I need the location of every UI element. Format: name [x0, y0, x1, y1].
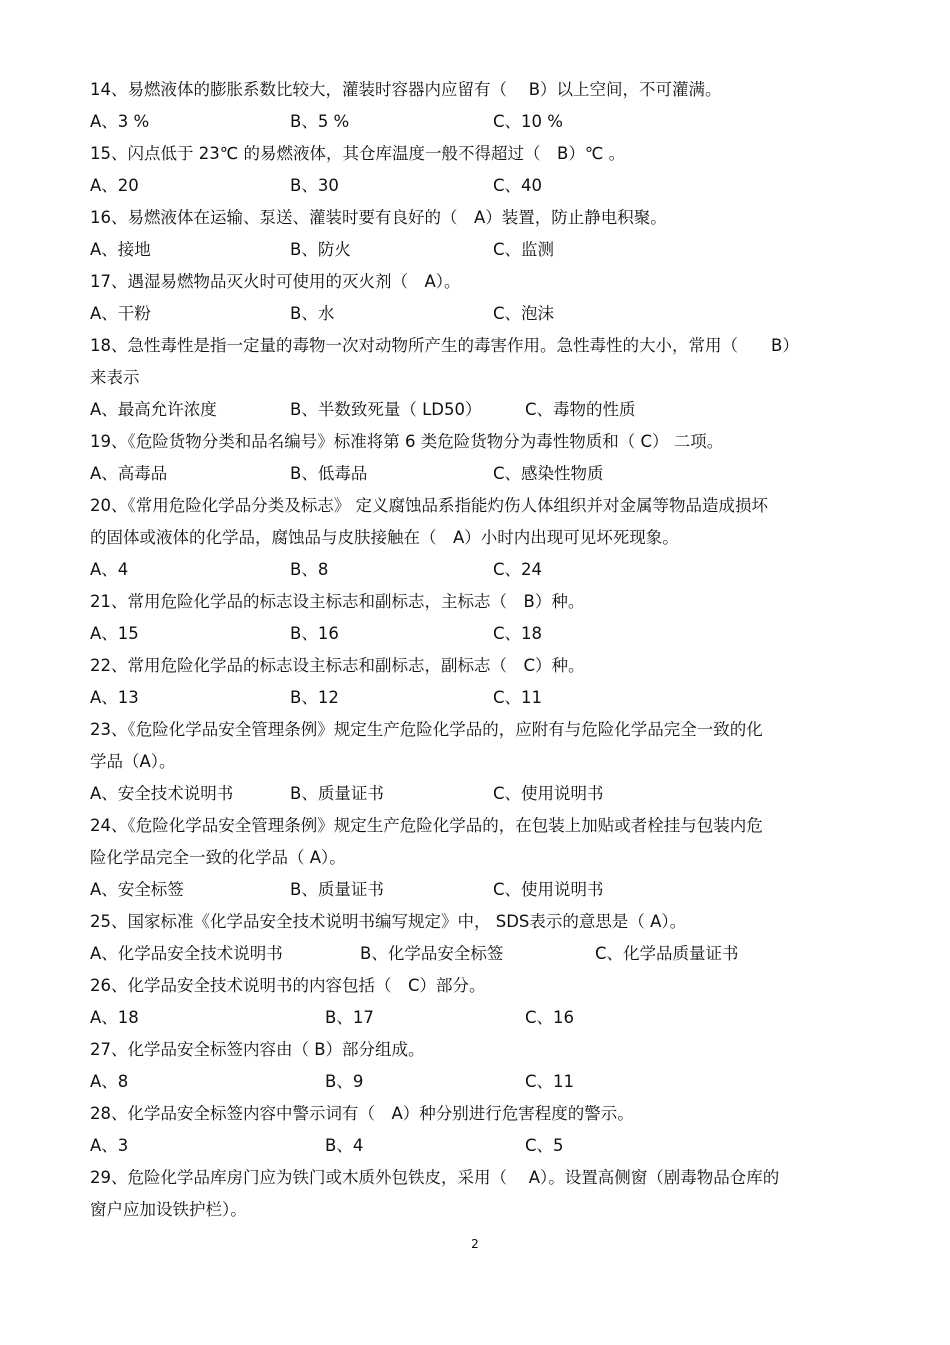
option-b: B、17	[325, 1008, 374, 1027]
question-item	[90, 426, 870, 490]
question-text: 25、国家标准《化学品安全技术说明书编写规定》中， SDS表示的意思是（ A）。	[90, 912, 687, 931]
options-row	[90, 938, 870, 970]
question-text: 29、危险化学品库房门应为铁门或木质外包铁皮，采用（ A）。设置高侧窗（剧毒物品仓库的	[90, 1168, 780, 1187]
question-text: 24、《危险化学品安全管理条例》规定生产危险化学品的，在包装上加贴或者栓挂与包装内危	[90, 816, 763, 835]
question-item	[90, 970, 870, 1034]
option-c: C、毒物的性质	[525, 400, 636, 419]
question-text: 16、易燃液体在运输、泵送、灌装时要有良好的（ A）装置，防止静电积聚。	[90, 208, 667, 227]
options-row	[90, 618, 870, 650]
option-b: B、4	[325, 1136, 364, 1155]
question-item	[90, 810, 870, 906]
option-a: A、20	[90, 176, 139, 195]
question-list	[90, 74, 870, 1226]
option-a: A、化学品安全技术说明书	[90, 944, 283, 963]
option-a: A、13	[90, 688, 139, 707]
option-c: C、18	[493, 624, 543, 643]
option-c: C、监测	[493, 240, 555, 259]
options-row	[90, 394, 870, 426]
question-item	[90, 1034, 870, 1098]
question-item	[90, 714, 870, 810]
options-row	[90, 298, 870, 330]
options-row	[90, 1002, 870, 1034]
option-c: C、11	[493, 688, 543, 707]
option-c: C、使用说明书	[493, 784, 604, 803]
option-c: C、使用说明书	[493, 880, 604, 899]
option-a: A、高毒品	[90, 464, 168, 483]
option-b: B、低毒品	[290, 464, 368, 483]
page-number: 2	[471, 1237, 479, 1251]
question-text: 14、易燃液体的膨胀系数比较大，灌装时容器内应留有（ B）以上空间，不可灌满。	[90, 80, 722, 99]
question-text: 来表示	[90, 368, 140, 387]
option-b: B、水	[290, 304, 335, 323]
option-a: A、干粉	[90, 304, 151, 323]
question-text: 22、常用危险化学品的标志设主标志和副标志，副标志（ C）种。	[90, 656, 585, 675]
question-item	[90, 1098, 870, 1162]
option-a: A、安全技术说明书	[90, 784, 234, 803]
option-a: A、接地	[90, 240, 151, 259]
option-b: B、质量证书	[290, 880, 384, 899]
option-a: A、8	[90, 1072, 129, 1091]
question-text: 23、《危险化学品安全管理条例》规定生产危险化学品的，应附有与危险化学品完全一致的化	[90, 720, 763, 739]
question-text: 27、化学品安全标签内容由（ B）部分组成。	[90, 1040, 425, 1059]
options-row	[90, 778, 870, 810]
options-row	[90, 106, 870, 138]
question-text: 26、化学品安全技术说明书的内容包括（ C）部分。	[90, 976, 486, 995]
options-row	[90, 682, 870, 714]
options-row	[90, 1066, 870, 1098]
option-c: C、5	[525, 1136, 564, 1155]
option-c: C、泡沫	[493, 304, 555, 323]
question-item	[90, 650, 870, 714]
question-text: 窗户应加设铁护栏）。	[90, 1200, 247, 1219]
option-b: B、16	[290, 624, 339, 643]
question-item	[90, 490, 870, 586]
option-c: C、11	[525, 1072, 575, 1091]
option-c: C、化学品质量证书	[595, 944, 739, 963]
option-b: B、12	[290, 688, 339, 707]
question-text: 28、化学品安全标签内容中警示词有（ A）种分别进行危害程度的警示。	[90, 1104, 634, 1123]
option-c: C、感染性物质	[493, 464, 604, 483]
question-text: 15、闪点低于 23℃ 的易燃液体，其仓库温度一般不得超过（ B）℃ 。	[90, 144, 626, 163]
option-b: B、化学品安全标签	[360, 944, 504, 963]
options-row	[90, 1130, 870, 1162]
option-b: B、半数致死量（ LD50）	[290, 400, 482, 419]
options-row	[90, 458, 870, 490]
question-item	[90, 586, 870, 650]
options-row	[90, 170, 870, 202]
option-a: A、3	[90, 1136, 129, 1155]
options-row	[90, 554, 870, 586]
option-c: C、40	[493, 176, 543, 195]
question-item	[90, 74, 870, 138]
question-item	[90, 330, 870, 426]
question-text: 17、遇湿易燃物品灭火时可使用的灭火剂（ A）。	[90, 272, 461, 291]
question-item	[90, 1162, 870, 1226]
question-item	[90, 202, 870, 266]
option-b: B、30	[290, 176, 339, 195]
question-text: 18、急性毒性是指一定量的毒物一次对动物所产生的毒害作用。急性毒性的大小，常用（ B）	[90, 336, 799, 355]
option-a: A、4	[90, 560, 129, 579]
question-item	[90, 266, 870, 330]
options-row	[90, 874, 870, 906]
option-a: A、最高允许浓度	[90, 400, 217, 419]
question-text: 19、《危险货物分类和品名编号》标准将第 6 类危险货物分为毒性物质和（ C） 二项。	[90, 432, 724, 451]
question-text: 险化学品完全一致的化学品（ A）。	[90, 848, 346, 867]
option-c: C、10 %	[493, 112, 563, 131]
option-c: C、16	[525, 1008, 575, 1027]
question-text: 学品（A）。	[90, 752, 176, 771]
option-b: B、质量证书	[290, 784, 384, 803]
options-row	[90, 234, 870, 266]
option-a: A、15	[90, 624, 139, 643]
option-c: C、24	[493, 560, 543, 579]
question-item	[90, 138, 870, 202]
question-item	[90, 906, 870, 970]
option-b: B、防火	[290, 240, 351, 259]
option-b: B、9	[325, 1072, 364, 1091]
option-a: A、18	[90, 1008, 139, 1027]
option-b: B、8	[290, 560, 329, 579]
question-text: 20、《常用危险化学品分类及标志》 定义腐蚀品系指能灼伤人体组织并对金属等物品造成损坏	[90, 496, 768, 515]
option-a: A、安全标签	[90, 880, 184, 899]
question-text: 的固体或液体的化学品，腐蚀品与皮肤接触在（ A）小时内出现可见坏死现象。	[90, 528, 679, 547]
option-b: B、5 %	[290, 112, 350, 131]
option-a: A、3 %	[90, 112, 150, 131]
question-text: 21、常用危险化学品的标志设主标志和副标志，主标志（ B）种。	[90, 592, 585, 611]
